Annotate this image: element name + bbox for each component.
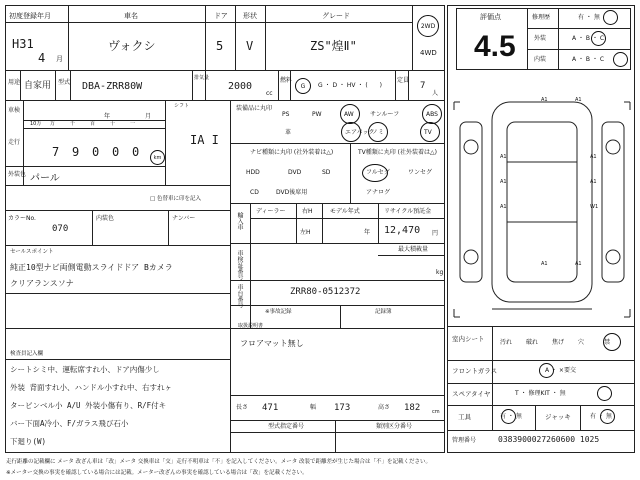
divider	[5, 70, 445, 71]
capacity-label: 定員	[397, 77, 410, 84]
displacement-label: 排気量	[194, 75, 210, 81]
divider	[5, 22, 412, 23]
seat-condition-item: 禁	[604, 339, 611, 346]
first-reg-month: 4	[38, 51, 46, 65]
shape-value: V	[246, 39, 254, 53]
fuel-selected-circle	[295, 78, 311, 94]
divider	[580, 405, 581, 430]
model-year-label: モデル年式	[330, 208, 360, 215]
maintenance-record-label: 記録簿	[375, 309, 392, 315]
mileage-digit-header: 百	[90, 121, 96, 127]
score-value: 4.5	[474, 30, 516, 63]
tools-options: 有 ・ 無	[500, 413, 522, 420]
plate-label: ナンバー	[172, 215, 196, 222]
interior-c-circle	[613, 52, 628, 67]
divider	[278, 70, 279, 100]
inspector-note-line: バー下面A冷小、F/ガラス飛び石小	[10, 419, 129, 428]
windshield-options: A ・ ×要交	[545, 367, 576, 374]
spare-tire-options: T ・ 修理KIT ・ 無	[515, 390, 566, 397]
repair-none-circle	[603, 10, 618, 25]
width-value: 173	[334, 403, 351, 413]
navi-item: HDD	[246, 169, 260, 176]
manual-label: 取扱説明書	[238, 323, 264, 329]
spare-tire-label: スペアタイヤ	[452, 390, 491, 398]
sales-points-title: セールスポイント	[10, 249, 54, 255]
divider	[527, 49, 631, 50]
windshield-a-circle	[539, 363, 554, 378]
width-label: 幅	[310, 404, 317, 411]
equipment-selected-circle	[340, 104, 360, 124]
divider	[230, 280, 445, 281]
recycle-fee-label: リサイクル預託金	[384, 208, 432, 215]
car-side-right	[602, 122, 624, 282]
divider	[447, 360, 635, 361]
equipment-item: サンルーフ	[370, 111, 400, 118]
usage-value: 自家用	[24, 81, 52, 91]
damage-mark: A1	[575, 97, 582, 103]
navi-item: DVD	[288, 169, 302, 176]
divider	[230, 143, 445, 144]
divider	[378, 255, 445, 256]
equipment-item: AW	[344, 111, 354, 118]
divider	[447, 405, 635, 406]
mileage-digit: 7	[52, 145, 60, 159]
divider	[192, 70, 193, 100]
model-cert-label: 型式指定番号	[268, 423, 305, 430]
doors-value: 5	[216, 39, 224, 53]
divider	[230, 100, 231, 328]
color-no-label: カラーNo.	[8, 215, 36, 222]
height-label: 高さ	[378, 404, 391, 411]
divider	[296, 203, 297, 243]
divider	[165, 100, 166, 185]
mileage-digit: 0	[132, 145, 140, 159]
capacity-unit: 人	[432, 90, 439, 97]
tv-item: フルセグ	[366, 169, 390, 176]
fuel-selected: G	[300, 82, 306, 90]
dealer-label: ディーラー	[256, 208, 286, 215]
height-value: 182	[404, 403, 421, 413]
divider	[5, 359, 230, 360]
drive-2wd: 2WD	[420, 22, 436, 30]
inspector-note-line: シートシミ中、運転席すれ小、ドア内傷少し	[10, 365, 160, 374]
equipment-item: TV	[424, 129, 432, 136]
car-side-left	[460, 122, 482, 282]
divider	[492, 326, 493, 430]
mileage-digit-header: 10万	[30, 121, 42, 127]
divider	[378, 203, 379, 243]
divider	[5, 100, 445, 101]
jack-options: 有 ・ 無	[590, 413, 612, 420]
divider	[340, 305, 341, 328]
equipment-selected-circle	[368, 122, 388, 142]
divider	[230, 328, 231, 453]
mileage-digit-header: 一	[130, 121, 136, 127]
first-reg-label: 初度登録年月	[9, 12, 51, 20]
repair-history-label: 修理歴	[532, 14, 551, 21]
equipment-selected-circle	[422, 104, 442, 124]
navi-item: SD	[322, 169, 331, 176]
jack-none-circle	[600, 409, 615, 424]
divider	[5, 293, 230, 294]
doors-label: ドア	[214, 12, 228, 20]
divider	[447, 383, 635, 384]
interior-label: 内装	[534, 56, 547, 63]
damage-mark: A1	[500, 154, 507, 160]
damage-mark: A1	[500, 179, 507, 185]
divider	[5, 245, 230, 246]
chassis-label: 車台番号	[236, 284, 243, 308]
mileage-unit-circle	[150, 150, 165, 165]
divider	[250, 218, 445, 219]
first-reg-value: H31	[12, 37, 34, 51]
divider	[68, 5, 69, 70]
mileage-digit-header: 千	[70, 121, 76, 127]
length-label: 長さ	[236, 404, 249, 411]
navi-item: CD	[250, 189, 259, 196]
equipment-item: PW	[312, 111, 322, 118]
class-number-label: 類別区分番号	[376, 423, 413, 430]
shape-label: 形状	[243, 12, 257, 20]
chassis-value: ZRR80-0512372	[290, 287, 361, 297]
divider	[230, 243, 445, 244]
inner-color-label: 内装色	[96, 215, 115, 222]
fuel-options: G ・ D ・ HV ・ ( )	[318, 82, 383, 89]
displacement-value: 2000	[228, 81, 253, 92]
divider	[5, 210, 230, 211]
divider	[527, 28, 631, 29]
model-year-unit: 年	[364, 229, 371, 236]
inspector-note-line: 下廻り(W)	[10, 437, 47, 446]
floor-mat-note: フロアマット無し	[240, 339, 304, 348]
sales-point-2: クリアランスソナ	[10, 279, 74, 288]
damage-mark: A1	[541, 97, 548, 103]
divider	[290, 70, 291, 100]
damage-mark: A1	[500, 204, 507, 210]
divider	[5, 185, 230, 186]
inspector-note-line: タービンベル小 A/U 外装小傷有り、R/F付キ	[10, 401, 167, 410]
damage-mark: A1	[575, 261, 582, 267]
divider	[20, 70, 21, 100]
grade-label: グレード	[322, 12, 350, 20]
equipment-title: 装備品に丸印	[236, 105, 273, 112]
divider	[535, 405, 536, 430]
footer-note-2: ※メーター交換の事実を確認している場合には記載。メーター改ざんの事実を確認している場合は「改」を記載ください。	[6, 470, 308, 476]
exterior-b-circle	[591, 31, 606, 46]
jack-label: ジャッキ	[545, 413, 571, 421]
tools-yes-circle	[501, 409, 516, 424]
divider	[558, 8, 559, 70]
usage-label: 用途	[8, 79, 21, 86]
divider	[230, 203, 445, 204]
divider	[5, 166, 165, 167]
left-hand-label: 左H	[300, 229, 311, 236]
inspection-month-unit: 月	[145, 113, 152, 120]
displacement-unit: cc	[266, 90, 273, 97]
divider	[235, 5, 236, 70]
divider	[350, 143, 351, 203]
exterior-options: A ・ B ・ C	[572, 35, 605, 42]
spare-none-circle	[597, 386, 612, 401]
tv-item: ワンセグ	[408, 169, 433, 176]
mileage-digit: 0	[92, 145, 100, 159]
manage-number-label: 管理番号	[452, 437, 477, 444]
tv-item: アナログ	[366, 189, 391, 196]
seat-condition-item: 汚れ	[500, 339, 513, 346]
first-reg-month-unit: 月	[56, 55, 63, 63]
divider	[250, 203, 251, 328]
drive-2wd-circle	[417, 15, 439, 37]
seat-condition-item: 破れ	[526, 339, 539, 346]
mileage-label: 走行	[8, 139, 21, 146]
mileage-digit-header: 十	[110, 121, 116, 127]
divider	[92, 210, 93, 245]
damage-mark: A1	[590, 154, 597, 160]
color-note: □ 色替車に印を記入	[150, 196, 201, 202]
divider	[55, 70, 56, 100]
divider	[205, 5, 206, 70]
cert-number-label: 車検証番号	[236, 250, 243, 280]
color-value: パール	[30, 173, 60, 184]
capacity-value: 7	[420, 81, 426, 91]
divider	[265, 5, 266, 70]
score-label: 評価点	[480, 13, 501, 21]
divider	[412, 5, 413, 70]
inspector-notes-title: 検査員記入欄	[10, 351, 44, 357]
damage-mark: A1	[590, 179, 597, 185]
divider	[447, 430, 635, 431]
mileage-digit: 0	[112, 145, 120, 159]
seat-selected-circle	[603, 333, 621, 351]
recycle-fee-unit: 円	[432, 230, 439, 237]
divider	[70, 70, 71, 100]
equipment-selected-circle	[420, 122, 440, 142]
inspector-note-line: 外装 背面すれ小、ハンドル小すれ中、右すれヶ	[10, 383, 173, 392]
mileage-digit: 9	[72, 145, 80, 159]
seat-label: 室内シート	[452, 335, 485, 343]
navi-item: DVD後席用	[276, 189, 308, 196]
grade-value: ZS"煌Ⅱ"	[310, 39, 357, 53]
accident-record-label: ※事故記録	[265, 309, 292, 315]
divider	[5, 328, 445, 329]
max-load-unit: kg	[436, 269, 444, 276]
dimension-unit: cm	[432, 409, 440, 415]
repair-history-options: 有 ・ 無	[578, 14, 600, 21]
tv-selected-circle	[362, 164, 388, 182]
divider	[230, 395, 445, 396]
right-hand-label: 右H	[302, 208, 313, 215]
model-label: 型式	[58, 79, 71, 86]
divider	[230, 432, 445, 433]
car-name-label: 車名	[124, 12, 138, 20]
seat-condition-item: 焦げ	[552, 339, 565, 346]
divider	[335, 420, 336, 453]
windshield-label: フロントガラス	[452, 367, 498, 375]
tv-title: TV種類に丸印 (社外装着は△)	[358, 149, 437, 156]
equipment-item: PS	[282, 111, 290, 118]
divider	[322, 203, 323, 243]
model-value: DBA-ZRR80W	[82, 81, 143, 92]
divider	[527, 8, 528, 70]
divider	[408, 70, 409, 100]
divider	[168, 210, 169, 245]
recycle-fee-value: 12,470	[384, 225, 421, 236]
car-cabin	[507, 122, 577, 282]
max-load-label: 最大積載量	[398, 246, 429, 253]
equipment-item: 革	[285, 129, 292, 136]
divider	[230, 420, 445, 421]
divider	[395, 70, 396, 100]
mileage-digit-header: 万	[50, 121, 56, 127]
car-name-value: ヴォクシ	[108, 39, 156, 53]
sales-point-1: 純正10型ナビ両側電動スライドドア Bカメラ	[10, 263, 173, 272]
color-no-value: 070	[52, 224, 69, 234]
navi-title: ナビ種類に丸印 (社外装着は△)	[250, 149, 334, 156]
equipment-item: ノミ	[372, 129, 385, 136]
exterior-label: 外装	[534, 35, 547, 42]
divider	[230, 305, 445, 306]
length-value: 471	[262, 403, 279, 413]
inspection-year-unit: 年	[104, 113, 111, 120]
fuel-label: 燃料	[280, 77, 293, 84]
drive-4wd: 4WD	[420, 49, 437, 57]
divider	[447, 326, 635, 327]
footer-note-1: 走行距離の記載欄に メータ 改ざん車は「改」メータ 交換車は「交」走行不明車は「不」を記入してください。メータ 改装で距離差が生じた場合は「不」を記載ください。	[6, 459, 431, 465]
equipment-selected-circle	[341, 122, 361, 142]
interior-options: A ・ B ・ C	[572, 56, 605, 63]
shift-label: シフト	[174, 103, 190, 109]
manage-number-value: 0383900027260600 1025	[498, 435, 600, 444]
mileage-unit: km	[153, 154, 162, 161]
inspection-label: 車検	[8, 107, 21, 114]
color-label: 外装色	[8, 171, 27, 178]
equipment-item: エアバック	[345, 129, 375, 136]
seat-condition-item: 穴	[578, 339, 585, 346]
damage-mark: W1	[590, 204, 599, 210]
import-label: 輸入車	[236, 212, 243, 230]
car-damage-diagram	[452, 92, 632, 327]
divider	[23, 128, 165, 129]
shift-value: IA I	[190, 133, 219, 147]
tools-label: 工具	[458, 413, 471, 421]
damage-mark: A1	[541, 261, 548, 267]
equipment-item: ABS	[426, 111, 438, 118]
